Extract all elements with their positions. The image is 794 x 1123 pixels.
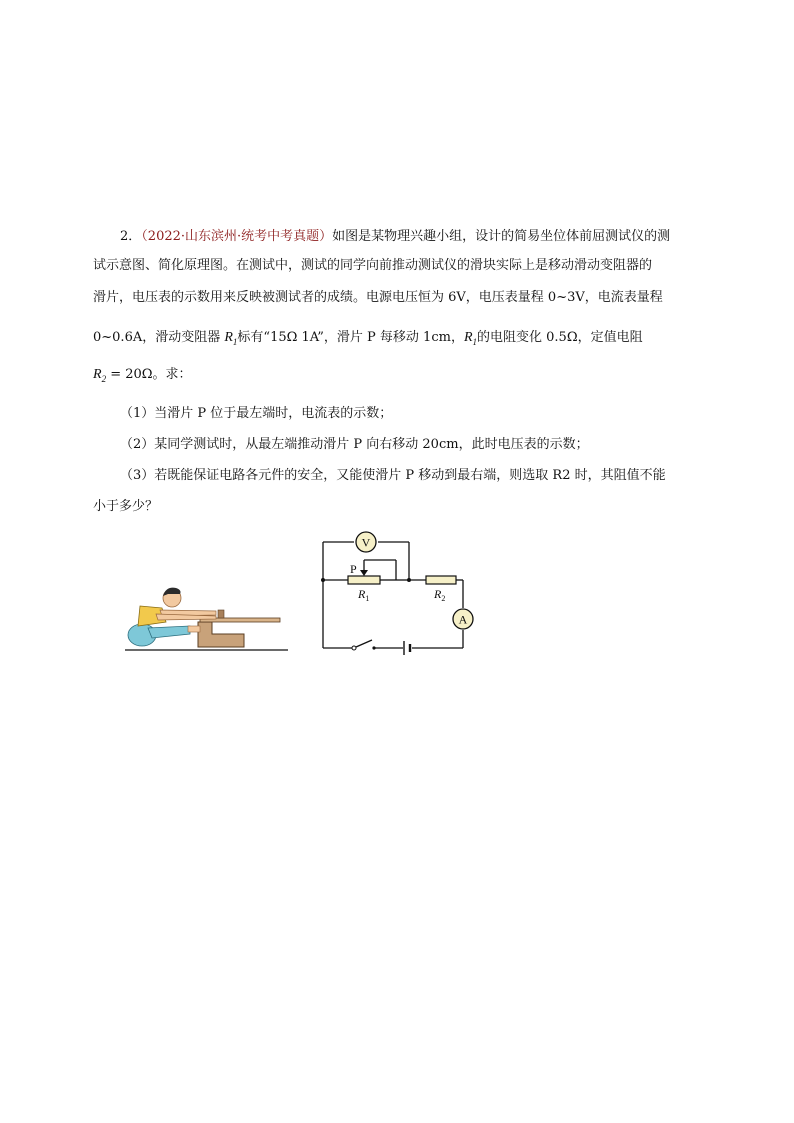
var-r1-b: $R_1$	[463, 330, 478, 347]
problem-text-5b: 。求：	[152, 367, 192, 382]
problem-line-5	[93, 365, 192, 389]
circuit-parts	[321, 532, 473, 655]
r2-value: = 20Ω	[106, 367, 153, 382]
figure	[120, 530, 500, 660]
slider-label: P	[350, 562, 357, 576]
voltmeter-label: V	[361, 535, 371, 550]
problem-text-4a: 0~0.6A，滑动变阻器	[93, 330, 225, 345]
resistor-r1	[348, 576, 380, 584]
r1-label: $R_1$	[358, 587, 370, 603]
var-r2: $R_2$	[93, 367, 107, 384]
problem-line-2: 试示意图、简化原理图。在测试中，测试的同学向前推动测试仪的滑块实际上是移动滑动变阻器的	[93, 258, 653, 273]
var-r1: $R_1$	[224, 330, 238, 347]
problem-line-1	[120, 227, 670, 247]
student-illustration	[125, 588, 288, 650]
question-3-cont: 小于多少？	[93, 499, 159, 514]
source-open: （	[141, 229, 148, 244]
problem-text-1: 如图是某物理兴趣小组，设计的简易坐位体前屈测试仪的测	[332, 229, 671, 244]
question-2: （2）某同学测试时，从最左端推动滑片 P 向右移动 20cm，此时电压表的示数；	[120, 437, 589, 452]
problem-text-4b: 标有“15Ω 1A”，滑片 P 每移动 1cm，	[237, 330, 464, 345]
problem-source: 2022·山东滨州·统考中考真题	[147, 229, 320, 244]
source-close: ）	[319, 229, 333, 244]
problem-text-4c: 的电阻变化 0.5Ω，定值电阻	[477, 330, 643, 345]
ammeter-label: A	[458, 612, 468, 627]
problem-line-3: 滑片，电压表的示数用来反映被测试者的成绩。电源电压恒为 6V，电压表量程 0~3V，电流表量程	[93, 290, 663, 305]
question-3: （3）若既能保证电路各元件的安全，又能使滑片 P 移动到最右端，则选取 R2 时，其阻值不能	[120, 468, 666, 483]
resistor-r2	[426, 576, 456, 584]
problem-number: 2．	[120, 229, 142, 244]
problem-line-4	[93, 328, 643, 352]
r2-label: $R_2$	[434, 587, 446, 603]
question-1: （1）当滑片 P 位于最左端时，电流表的示数；	[120, 406, 393, 421]
